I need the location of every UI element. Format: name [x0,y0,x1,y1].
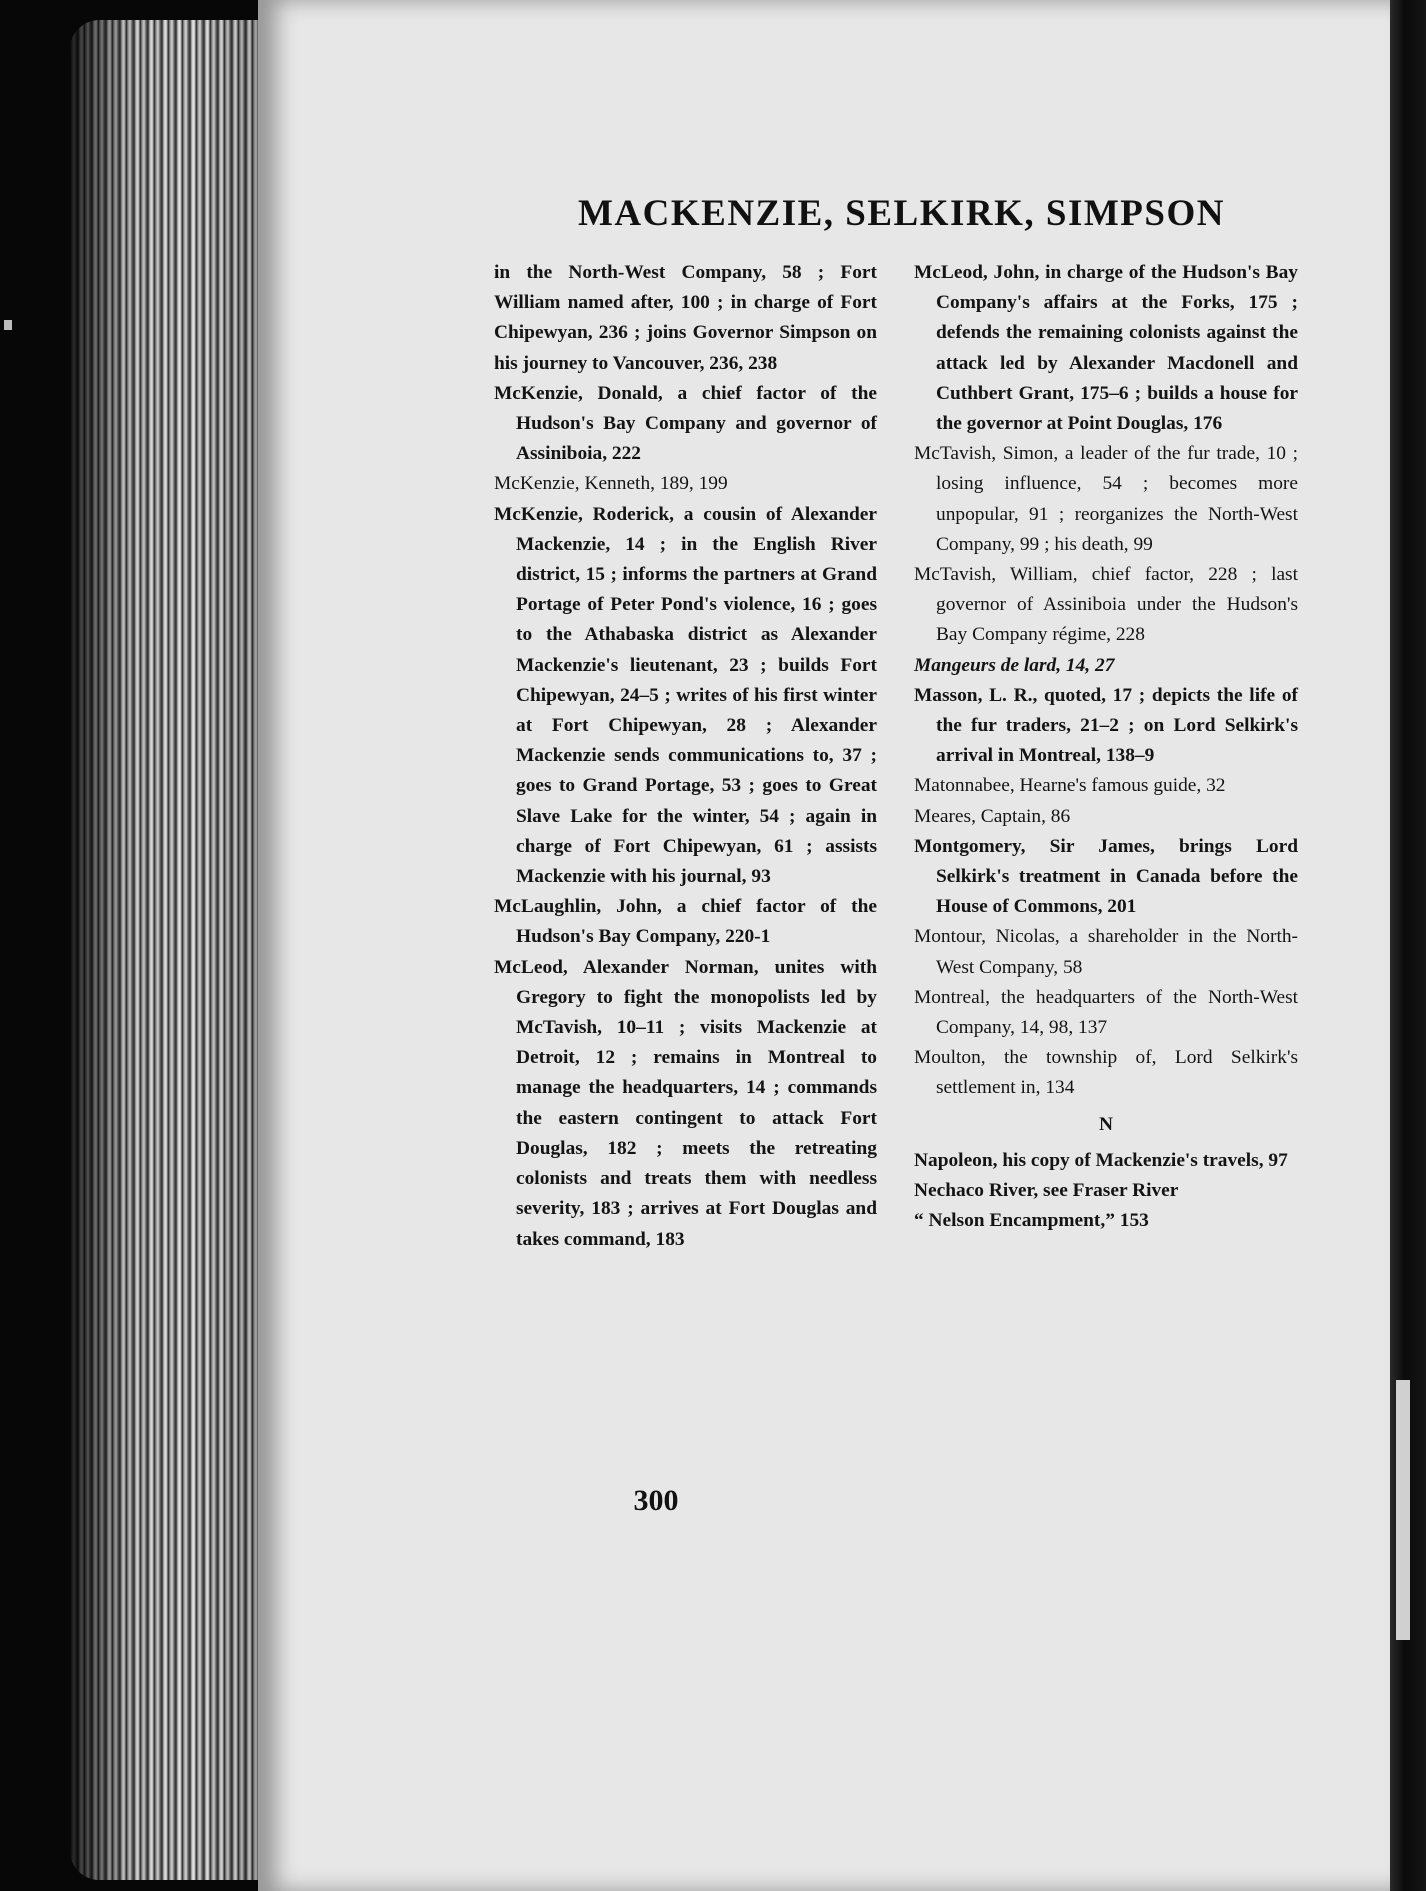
index-entry: McKenzie, Roderick, a cousin of Alexander Mackenzie, 14 ; in the English River district, 15 ; informs the partners at Grand Portage of Peter Pond's violence, 16 ; goes to the Athabaska district as Alexander Mackenzie's lieutenant, 23 ; builds Fort Chipewyan, 24–5 ; writes of his first winter at Fort Chipewyan, 28 ; Alexander Mackenzie sends communications to, 37 ; goes to Grand Portage, 53 ; goes to Great Slave Lake for the winter, 54 ; again in charge of Fort Chipewyan, 61 ; assists Mackenzie with his journal, 93 [494,503,877,888]
page-number: 300 [633,1484,679,1517]
running-head: MACKENZIE, SELKIRK, SIMPSON [578,193,1225,234]
index-entry: “ Nelson Encampment,” 153 [914,1210,1149,1232]
index-entry: McTavish, William, chief factor, 228 ; last governor of Assiniboia under the Hudson's Bay Company régime, 228 [914,564,1298,646]
index-entry: Napoleon, his copy of Mackenzie's travels, 97 [914,1149,1288,1171]
index-entry: McTavish, Simon, a leader of the fur trade, 10 ; losing influence, 54 ; becomes more unpopular, 91 ; reorganizes the North-West Company, 99 ; his death, 99 [914,443,1298,555]
index-entry: McKenzie, Donald, a chief factor of the Hudson's Bay Company and governor of Assiniboia, 222 [494,382,877,465]
index-entry: McLeod, John, in charge of the Hudson's Bay Company's affairs at the Forks, 175 ; defends the remaining colonists against the attack led by Alexander Macdonell and Cuthbert Grant, 175–6 ; builds a house for the governor at Point Douglas, 176 [914,262,1298,435]
index-entry: Montgomery, Sir James, brings Lord Selkirk's treatment in Canada before the House of Commons, 201 [914,835,1298,918]
index-entry: Montour, Nicolas, a shareholder in the North-West Company, 58 [914,926,1298,978]
index-entry: McKenzie, Kenneth, 189, 199 [494,473,728,495]
scan-edge-mark [4,320,12,330]
index-entry: McLaughlin, John, a chief factor of the Hudson's Bay Company, 220-1 [494,896,877,948]
book-page-edges [70,20,270,1880]
index-entry: Matonnabee, Hearne's famous guide, 32 [914,775,1226,797]
index-entry: Moulton, the township of, Lord Selkirk's settlement in, 134 [914,1047,1298,1099]
index-entry: Nechaco River, see Fraser River [914,1180,1179,1202]
index-entry: in the North-West Company, 58 ; Fort William named after, 100 ; in charge of Fort Chipewyan, 236 ; joins Governor Simpson on his journey to Vancouver, 236, 238 [494,262,877,374]
right-edge-strip [1396,1380,1410,1640]
index-entry: McLeod, Alexander Norman, unites with Gregory to fight the monopolists led by McTavish, 10–11 ; visits Mackenzie at Detroit, 12 ; remains in Montreal to manage the headquarters, 14 ; commands the eastern contingent to attack Fort Douglas, 182 ; meets the retreating colonists and treats them with needless severity, 183 ; arrives at Fort Douglas and takes command, 183 [494,956,877,1250]
section-letter: N [1098,1113,1113,1135]
index-column-right [914,258,1298,1237]
index-entry: Masson, L. R., quoted, 17 ; depicts the life of the fur traders, 21–2 ; on Lord Selkirk's arrival in Montreal, 138–9 [914,684,1298,767]
index-entry-italic: Mangeurs de lard, 14, 27 [914,654,1115,676]
index-column-left [494,258,877,1255]
index-entry: Montreal, the headquarters of the North-West Company, 14, 98, 137 [914,986,1298,1039]
index-entry: Meares, Captain, 86 [914,805,1071,827]
